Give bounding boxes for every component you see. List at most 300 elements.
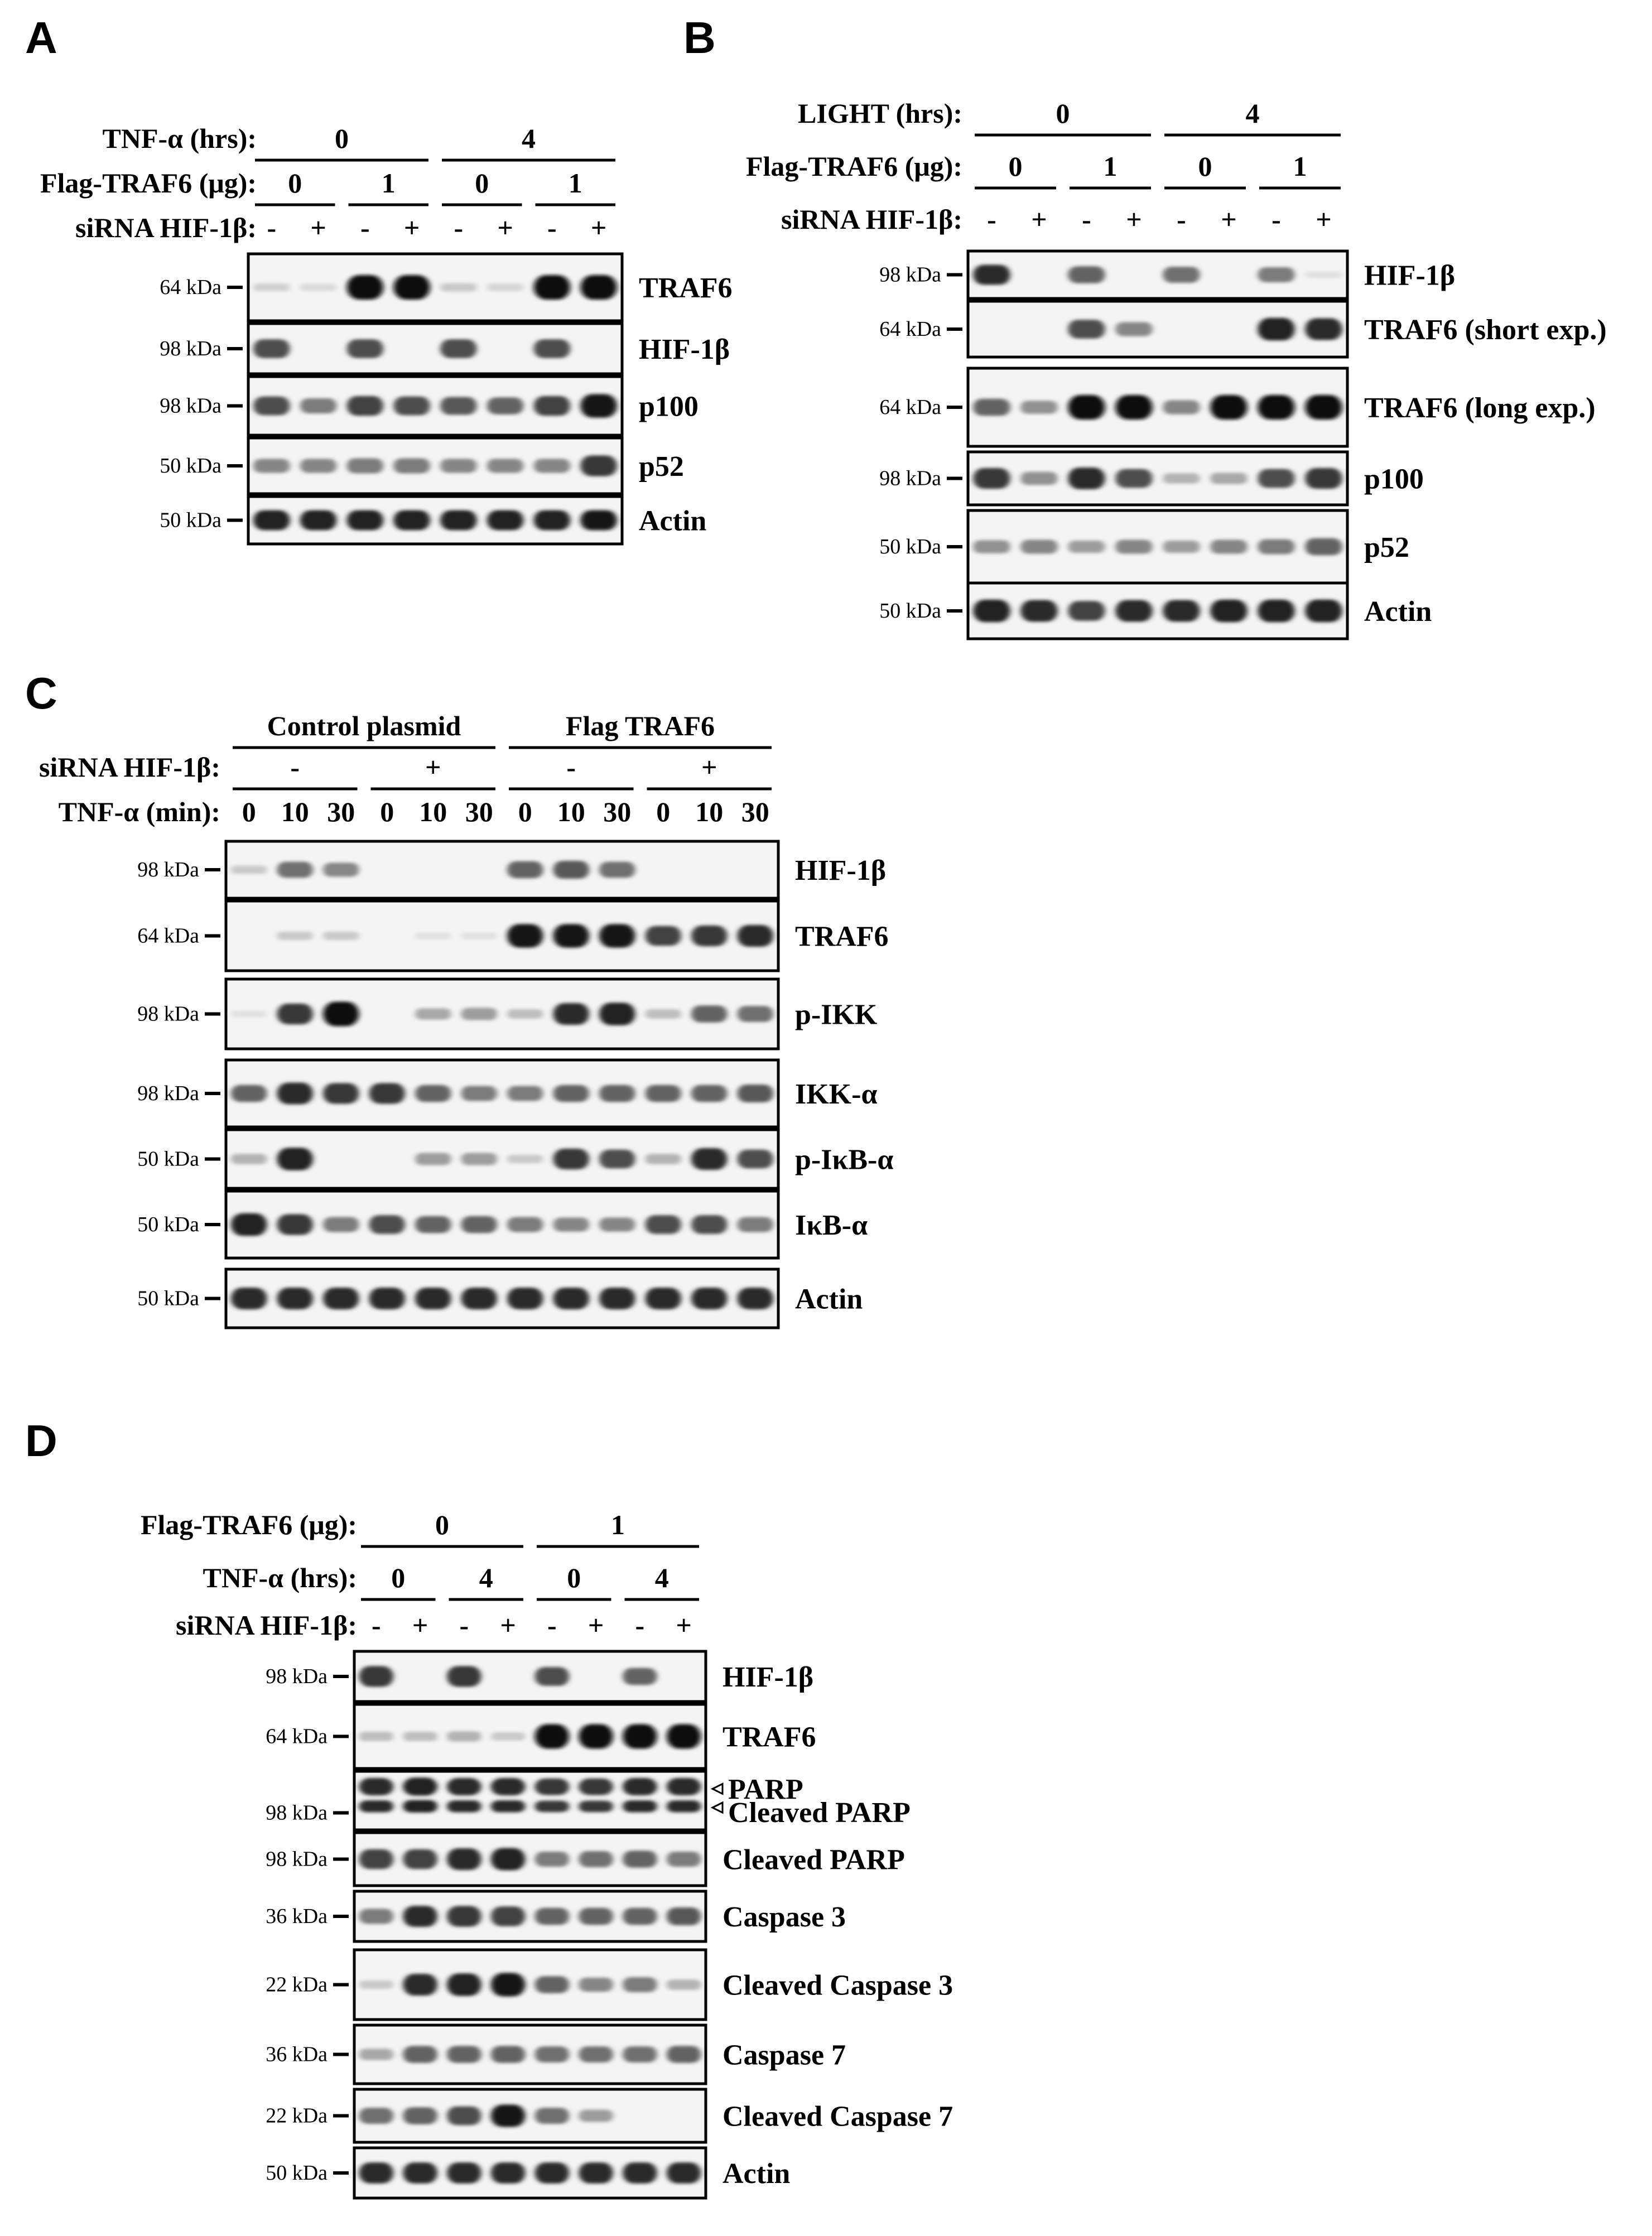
mw-marker-label: 50 kDa [137,1147,199,1171]
band [646,1154,681,1164]
band [403,2107,437,2124]
condition-group-label: 0 [391,1562,406,1593]
band [1115,600,1152,622]
band [691,1085,727,1102]
band [623,1908,657,1925]
band [447,1731,481,1742]
band [599,924,635,947]
band [553,1003,589,1025]
band [359,1909,393,1924]
condition-label: siRNA HIF-1β: [75,212,257,243]
condition-group-label: 1 [1103,151,1118,182]
condition-group-label: - [290,751,300,783]
band [447,1800,481,1812]
blot-parp [266,1771,911,1830]
mw-marker-label: 98 kDa [879,466,941,490]
band [300,284,336,291]
band [623,1800,657,1812]
lane-label: - [547,1609,557,1641]
band [359,1778,393,1795]
blot-hif-1 [266,1651,813,1702]
lane-label: 30 [327,796,355,827]
band [447,1906,481,1926]
band [507,1155,543,1163]
blot-p-ikk [137,979,878,1049]
band [535,1801,569,1812]
lane-label: + [403,212,420,243]
blot-caspase-3 [266,1891,846,1941]
band [623,1778,657,1795]
condition-group-label: 1 [611,1509,625,1540]
band [277,1148,313,1170]
band [447,2107,481,2126]
band [579,1851,613,1867]
mw-marker-label: 98 kDa [137,1082,199,1105]
mw-marker-label: 98 kDa [879,263,941,287]
band [646,1215,681,1234]
lane-label: - [459,1609,469,1641]
band [253,459,290,473]
band [1305,395,1342,420]
blot-traf6-short-exp [879,301,1607,357]
band [447,1848,481,1870]
band [1068,320,1105,339]
band [507,1288,543,1309]
band [369,1083,405,1103]
blot-hif-1 [879,251,1455,298]
band [1305,600,1342,623]
band [623,1668,657,1685]
lane-label: + [1126,204,1142,235]
band [253,339,290,358]
band [1210,539,1247,553]
band [579,2162,613,2184]
band [667,1852,701,1867]
band [646,1009,681,1019]
panel-letter: C [25,668,57,718]
panel-b [683,13,1607,639]
band [1163,473,1200,484]
band [579,1779,613,1795]
band [393,459,430,474]
mw-marker-label: 98 kDa [160,394,221,418]
band [403,1777,437,1795]
band [623,1851,657,1867]
protein-label: Cleaved Caspase 7 [723,2100,953,2133]
band [440,459,476,473]
band [231,1288,267,1309]
band [487,459,523,473]
lane-label: - [635,1609,645,1641]
blot-p52 [160,438,684,494]
band [461,1153,497,1165]
band [507,1217,543,1232]
condition-group-label: 4 [479,1562,493,1593]
condition-group-label: 0 [1198,151,1212,182]
band [599,1288,635,1309]
band [347,339,383,358]
band [534,396,570,416]
band [1210,600,1247,623]
band [491,2105,525,2127]
mw-marker-label: 50 kDa [137,1286,199,1310]
lane-label: - [1271,204,1281,235]
band [623,1977,657,1992]
protein-label: p-IKK [795,999,878,1031]
condition-group-label: 4 [522,123,536,154]
mw-marker-label: 64 kDa [879,396,941,419]
mw-marker-label: 50 kDa [160,454,221,478]
mw-marker-label: 98 kDa [160,337,221,360]
band [553,1085,589,1102]
band [1115,322,1152,336]
band [579,2046,613,2062]
band [359,1849,393,1869]
lane-label: 0 [656,796,671,827]
band [667,2162,701,2184]
condition-label: Flag-TRAF6 (μg): [746,151,962,182]
band [646,926,681,946]
band [491,1906,525,1926]
band [535,1779,569,1795]
protein-label: p-IκB-α [795,1144,894,1176]
band [507,1086,543,1101]
band [535,1724,569,1749]
band [973,540,1010,553]
protein-label: PARP [728,1774,803,1806]
blot-hif-1 [160,324,730,374]
band [1020,472,1057,485]
protein-label: HIF-1β [795,855,887,886]
protein-label: Actin [723,2158,791,2190]
band [1258,395,1294,420]
band [623,1724,657,1749]
protein-label: p52 [639,451,684,483]
band [553,924,589,947]
band [369,1215,405,1234]
mw-marker-label: 98 kDa [266,1801,327,1825]
band [491,2162,525,2184]
lane-label: 10 [419,796,447,827]
band [323,1002,359,1027]
band [403,1974,437,1996]
band [447,2162,481,2184]
lane-label: - [1177,204,1186,235]
band [300,398,336,413]
band [691,1148,727,1170]
panel-letter: D [25,1416,57,1466]
band [440,397,476,415]
band [1068,541,1105,553]
band [667,1800,701,1812]
band [487,283,523,291]
condition-label: LIGHT (hrs): [798,98,962,129]
condition-group-label: 4 [654,1562,669,1593]
band [535,2162,569,2184]
blot-actin [137,1269,863,1328]
blot-ikk [137,1060,877,1127]
condition-group-label: 0 [335,123,349,154]
blot-p52 [879,510,1409,583]
band [359,2162,393,2184]
mw-marker-label: 98 kDa [266,1665,327,1688]
mw-marker-label: 64 kDa [266,1724,327,1748]
band [461,1288,497,1309]
blot-cleaved-caspase-3 [266,1950,953,2020]
band [359,2049,393,2060]
band [440,510,476,531]
condition-label: TNF-α (hrs): [102,123,257,154]
protein-label: Caspase 3 [723,1901,846,1933]
protein-label: Cleaved PARP [723,1844,905,1876]
blot-traf6 [137,901,888,971]
mw-marker-label: 36 kDa [266,2042,327,2066]
panel-a [25,13,733,544]
panel-letter: B [683,13,716,62]
band [579,1908,613,1925]
blot-actin [160,497,706,544]
protein-label: HIF-1β [723,1661,814,1693]
band [738,1217,773,1232]
band [403,1732,437,1741]
band [1258,267,1294,282]
blot-caspase-7 [266,2025,846,2084]
band [487,397,523,414]
condition-group-label: Control plasmid [267,710,461,741]
blot-traf6 [160,254,732,321]
band [369,1288,405,1309]
lane-label: + [412,1609,428,1641]
mw-marker-label: 22 kDa [266,2104,327,2128]
condition-group-label: + [701,751,717,783]
band [535,2108,569,2124]
protein-label: Actin [639,505,707,537]
band [403,2162,437,2184]
band [491,1848,525,1871]
band [491,1973,525,1996]
mw-marker-label: 50 kDa [879,535,941,558]
condition-group-label: 1 [381,167,396,199]
mw-marker-label: 50 kDa [137,1213,199,1236]
band [359,1980,393,1989]
band [579,2110,613,2122]
band [507,924,543,947]
band [491,1800,525,1812]
band [579,1724,613,1749]
band [691,1288,727,1309]
condition-label: siRNA HIF-1β: [176,1609,357,1641]
band [253,510,290,531]
band [580,275,617,300]
band [277,1004,313,1024]
band [1258,318,1294,341]
lane-label: + [676,1609,692,1641]
condition-group-label: 0 [567,1562,581,1593]
band [738,1085,773,1102]
condition-label: Flag-TRAF6 (μg): [40,167,257,199]
band [487,510,523,531]
band [447,1666,481,1686]
protein-label: HIF-1β [1364,259,1456,292]
blot-p100 [160,377,699,435]
mw-marker-label: 98 kDa [137,858,199,881]
protein-label: Actin [1364,596,1432,628]
band [1258,539,1294,555]
blot-actin [879,583,1432,639]
band [691,926,727,946]
lane-label: 0 [242,796,256,827]
lane-label: + [1031,204,1047,235]
mw-marker-label: 50 kDa [160,508,221,532]
band [323,932,359,940]
condition-label: TNF-α (min): [58,796,220,827]
protein-label: TRAF6 (short exp.) [1364,314,1607,346]
band [323,1217,359,1232]
lane-label: - [1082,204,1091,235]
band [415,1085,451,1102]
band [231,1154,267,1164]
band [973,265,1010,285]
band [323,1083,359,1103]
band [973,600,1010,623]
band [1020,539,1057,553]
band [461,1216,497,1233]
band [535,1852,569,1867]
band [300,510,336,531]
band [580,455,617,476]
condition-label: siRNA HIF-1β: [39,751,220,783]
band [535,1976,569,1993]
arrowhead-icon [712,1803,723,1813]
band [323,862,359,876]
band [447,1778,481,1795]
band [393,510,430,531]
mw-marker-label: 22 kDa [266,1973,327,1997]
band [973,468,1010,489]
band [231,1085,267,1102]
lane-label: 30 [465,796,493,827]
band [535,1667,569,1686]
condition-group-label: 1 [1293,151,1307,182]
condition-group-label: 4 [1245,98,1260,129]
band [1068,468,1105,489]
protein-label: TRAF6 [723,1721,816,1753]
band [1068,601,1105,621]
band [300,459,336,473]
band [599,1085,635,1102]
band [231,865,267,874]
band [1163,400,1200,414]
band [580,510,617,531]
band [553,1149,589,1169]
band [231,1213,267,1236]
band [491,1732,525,1741]
lane-label: + [587,1609,604,1641]
band [461,933,497,939]
band [277,862,313,878]
mw-marker-label: 50 kDa [879,599,941,623]
condition-group-label: 0 [435,1509,449,1540]
band [1163,600,1200,622]
lane-label: + [310,212,326,243]
band [579,1801,613,1812]
band [691,1215,727,1234]
band [534,275,570,300]
band [599,862,635,878]
band [507,861,543,878]
band [1305,319,1342,340]
band [646,1085,681,1102]
band [447,2046,481,2062]
band [1163,267,1200,283]
lane-label: 0 [518,796,532,827]
band [1305,272,1342,278]
band [1210,395,1247,420]
condition-label: Flag-TRAF6 (μg): [141,1509,357,1540]
lane-label: - [454,212,464,243]
band [277,1083,313,1105]
blot-traf6-long-exp [879,368,1595,446]
band [973,399,1010,416]
mw-marker-label: 98 kDa [266,1847,327,1871]
band [359,2108,393,2124]
band [277,932,313,940]
lane-label: + [590,212,607,243]
band [507,1009,543,1019]
band [415,1216,451,1233]
protein-label: TRAF6 (long exp.) [1364,392,1596,424]
blot-cleaved-caspase-7 [266,2089,953,2142]
blot-hif-1 [137,841,886,898]
protein-label: HIF-1β [639,334,730,365]
arrowhead-icon [712,1784,723,1794]
band [1305,538,1342,555]
band [1305,468,1342,489]
band [667,1724,701,1749]
band [646,1288,681,1309]
band [667,1778,701,1795]
lane-label: - [547,212,557,243]
band [1115,539,1152,553]
band [347,459,383,474]
blot-actin [266,2148,790,2198]
lane-label: + [1316,204,1332,235]
lane-label: 30 [603,796,632,827]
band [277,1214,313,1235]
condition-group-label: - [566,751,576,783]
band [347,275,383,300]
lane-label: 10 [695,796,724,827]
protein-label: p52 [1364,532,1409,563]
panel-c [25,668,893,1328]
lane-label: - [987,204,996,235]
band [623,2046,657,2062]
band [403,1800,437,1813]
blot-i-b [137,1191,868,1258]
band [534,459,570,473]
protein-label: p100 [639,391,699,423]
band [1068,266,1105,283]
band [491,2046,525,2062]
protein-label: IκB-α [795,1209,868,1241]
band [323,1288,359,1309]
band [393,397,430,416]
condition-label: TNF-α (hrs): [203,1562,357,1593]
mw-marker-label: 64 kDa [879,317,941,341]
band [580,394,617,417]
condition-group-label: 1 [568,167,582,199]
band [535,2046,569,2062]
